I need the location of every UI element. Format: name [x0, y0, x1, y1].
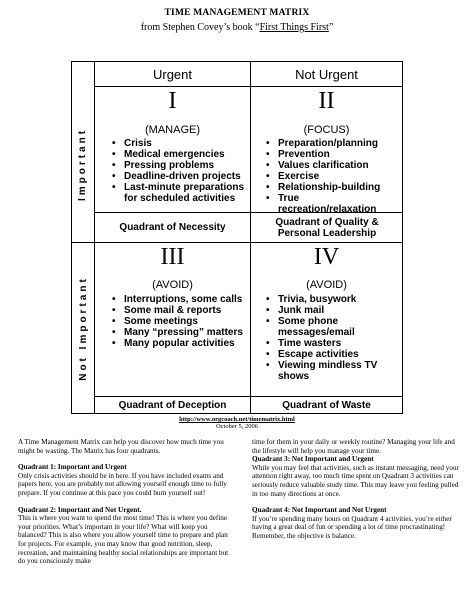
quadrant-2-list [266, 138, 400, 215]
list-item: • True recreation/relaxation [266, 193, 400, 215]
document-title: TIME MANAGEMENT MATRIX [164, 8, 310, 18]
list-item: • Trivia, busywork [266, 294, 386, 305]
list-item: • Some phone messages/email [266, 316, 386, 338]
row-label-not-important: Not Important [77, 275, 89, 381]
quadrant-1-tag: (MANAGE) [145, 124, 200, 136]
list-item: • Some mail & reports [112, 305, 248, 316]
quadrant-3-footer: Quadrant of Deception [118, 399, 227, 411]
subtitle-prefix: from Stephen Covey’s book “ [140, 22, 260, 33]
list-item: • Relationship-building [266, 182, 400, 193]
quadrant-3-heading: Quadrant 3: Not Important and Urgent [252, 455, 374, 464]
quadrant-4-list [266, 294, 386, 382]
quadrant-3-text: While you may feel that activities, such as instant messaging, need your attention right away, too much time spent on Quadrant 3 activities can seriously reduce valuable study time. This may leave you feeling pulled in too many directions at once. [252, 463, 459, 498]
list-item: • Pressing problems [112, 160, 248, 171]
column-header-not-urgent: Not Urgent [295, 66, 358, 82]
book-title-link[interactable]: First Things First [259, 22, 329, 33]
quadrant-4-footer: Quadrant of Waste [282, 399, 371, 411]
quadrant-1-text: Only crisis activities should be in here. If you have included exams and papers here, you are probably not allowing yourself enough time to fully prepare. If you continue at this pace you could burn yourself out! [18, 471, 227, 497]
intro-paragraph: A Time Management Matrix can help you discover how much time you might be wasting. The Matrix has four quadrants. [18, 438, 224, 455]
list-item: • Time wasters [266, 338, 386, 349]
quadrant-2-section [18, 506, 231, 566]
list-item: • Preparation/planning [266, 138, 400, 149]
list-item: • Exercise [266, 171, 400, 182]
quadrant-1-footer: Quadrant of Necessity [119, 222, 226, 233]
quadrant-3-list [112, 294, 248, 349]
list-item: • Values clarification [266, 160, 400, 171]
quadrant-4-text: If you’re spending many hours on Quadrant 4 activities, you’re either having a great deal of fun or spending a lot of time procrastinating! Remember, the objective is balance. [252, 514, 452, 540]
time-management-matrix [71, 61, 403, 414]
quadrant-1-numeral: I [168, 88, 177, 114]
quadrant-2-continued: time for them in your daily or weekly routine? Managing your life and the lifestyle will help you manage your time. Quadrant 3: Not Important and Urgent While you may feel that activities, such as instant messaging, need your attention right away, too much time spent on Quadrant 3 activities can seriously reduce valuable study time. This may leave you feeling pulled in too many directions at once. [252, 438, 465, 498]
left-column [18, 438, 231, 574]
right-column [252, 438, 465, 549]
grid-line [94, 86, 402, 87]
list-item: • Viewing mindless TV shows [266, 360, 386, 382]
list-item: • Junk mail [266, 305, 386, 316]
list-item: • Medical emergencies [112, 149, 248, 160]
list-item: • Many “pressing” matters [112, 327, 248, 338]
list-item: • Some meetings [112, 316, 248, 327]
document-subtitle [0, 22, 474, 33]
quadrant-2-text: This is where you want to spend the most time! This is where you define your priorities. What’s important in your life? What will keep you balanced? This is also where you allow yourself time to prepare and plan for projects. For example, you may know that good nutrition, sleep, recreation, and maintaining healthy social relationships are important but do you consciously make [18, 514, 229, 566]
quadrant-2-heading: Quadrant 2: Important and Not Urgent. [18, 505, 142, 514]
grid-line [72, 242, 402, 243]
quadrant-2-footer: Quadrant of Quality & Personal Leadership [275, 216, 379, 239]
list-item: • Last-minute preparations for scheduled activities [112, 182, 248, 204]
list-item: • Prevention [266, 149, 400, 160]
quadrant-4-section [252, 506, 465, 540]
list-item: • Many popular activities [112, 338, 248, 349]
quadrant-1-section [18, 463, 231, 497]
list-item: • Interruptions, some calls [112, 294, 248, 305]
source-link[interactable]: http://www.orgcoach.net/timematrix.html [179, 416, 295, 423]
list-item: • Deadline-driven projects [112, 171, 248, 182]
quadrant-2-numeral: II [318, 88, 335, 114]
quadrant-1-heading: Quadrant 1: Important and Urgent [18, 463, 127, 472]
quadrant-4-heading: Quadrant 4: Not Important and Not Urgent [252, 506, 387, 515]
subtitle-suffix: ” [328, 22, 334, 33]
list-item: • Crisis [112, 138, 248, 149]
quadrant-3-tag: (AVOID) [152, 279, 193, 291]
column-header-urgent: Urgent [152, 66, 193, 82]
quadrant-2-tag: (FOCUS) [303, 124, 350, 136]
quadrant-3-numeral: III [160, 244, 185, 270]
quadrant-4-numeral: IV [313, 244, 340, 270]
quadrant-1-list [112, 138, 248, 204]
list-item: • Escape activities [266, 349, 386, 360]
row-label-important: Important [77, 127, 89, 202]
source-date: October 5, 2006 [215, 423, 259, 430]
quadrant-4-tag: (AVOID) [306, 279, 347, 291]
